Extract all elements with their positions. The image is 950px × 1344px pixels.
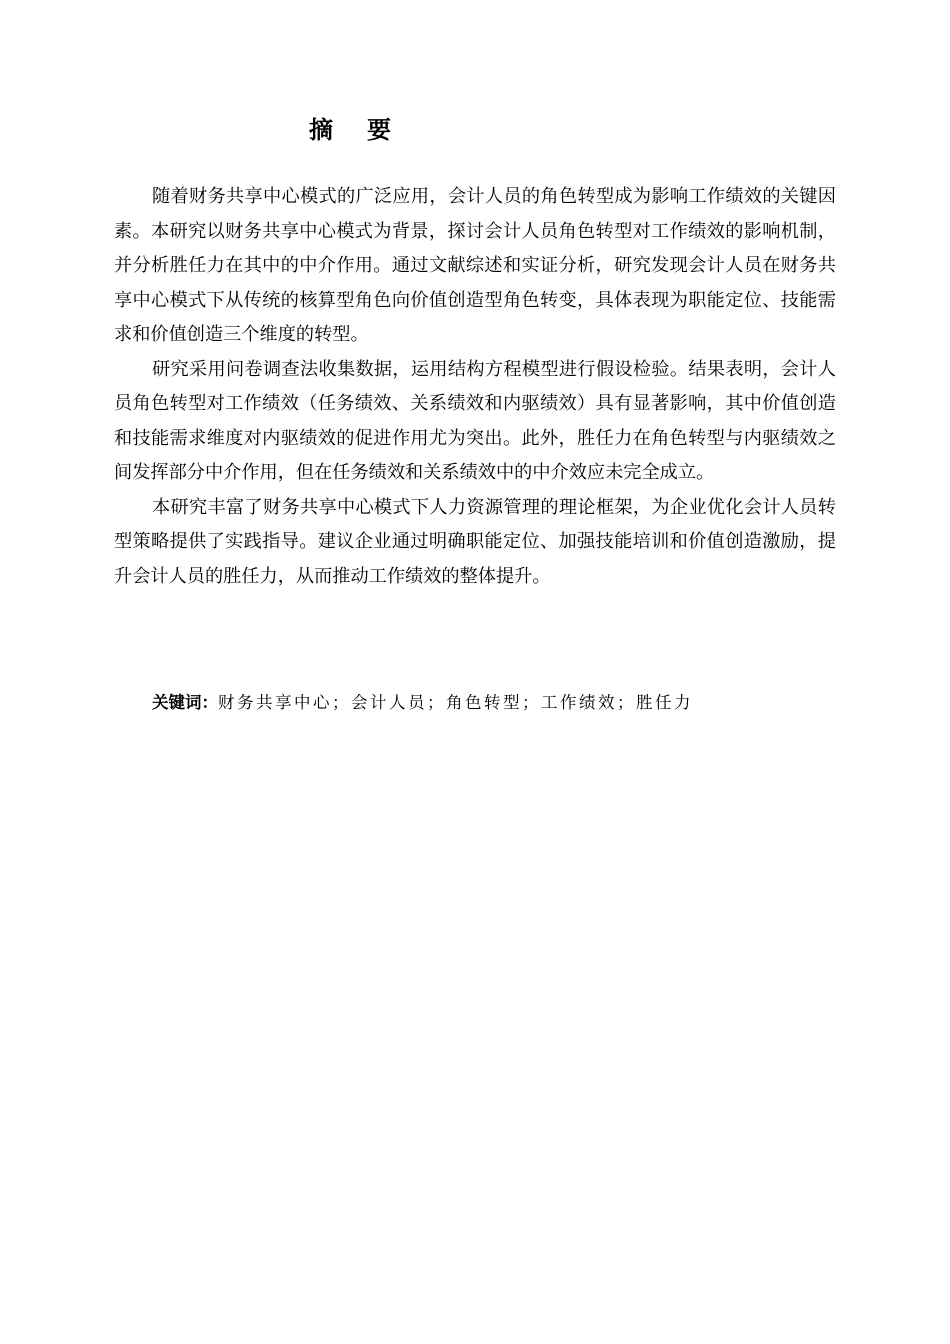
abstract-paragraph-1: 随着财务共享中心模式的广泛应用，会计人员的角色转型成为影响工作绩效的关键因素。本研究以财务共享中心模式为背景，探讨会计人员角色转型对工作绩效的影响机制，并分析胜任力在其中的中介作用。通过文献综述和实证分析，研究发现会计人员在财务共享中心模式下从传统的核算型角色向价值创造型角色转变，具体表现为职能定位、技能需求和价值创造三个维度的转型。	[114, 186, 836, 345]
abstract-paragraph-3: 本研究丰富了财务共享中心模式下人力资源管理的理论框架，为企业优化会计人员转型策略提供了实践指导。建议企业通过明确职能定位、加强技能培训和价值创造激励，提升会计人员的胜任力，从而推动工作绩效的整体提升。	[114, 496, 836, 587]
keywords-values: 财务共享中心；会计人员；角色转型；工作绩效；胜任力	[218, 693, 693, 712]
keywords-line	[152, 688, 852, 718]
abstract-paragraph-2: 研究采用问卷调查法收集数据，运用结构方程模型进行假设检验。结果表明，会计人员角色转型对工作绩效（任务绩效、关系绩效和内驱绩效）具有显著影响，其中价值创造和技能需求维度对内驱绩效的促进作用尤为突出。此外，胜任力在角色转型与内驱绩效之间发挥部分中介作用，但在任务绩效和关系绩效中的中介效应未完全成立。	[114, 358, 836, 483]
abstract-body	[114, 180, 836, 594]
title-char-2: 要	[367, 116, 391, 144]
title-char-1: 摘	[309, 116, 333, 144]
keywords-label: 关键词：	[152, 693, 218, 712]
abstract-title	[0, 112, 700, 148]
